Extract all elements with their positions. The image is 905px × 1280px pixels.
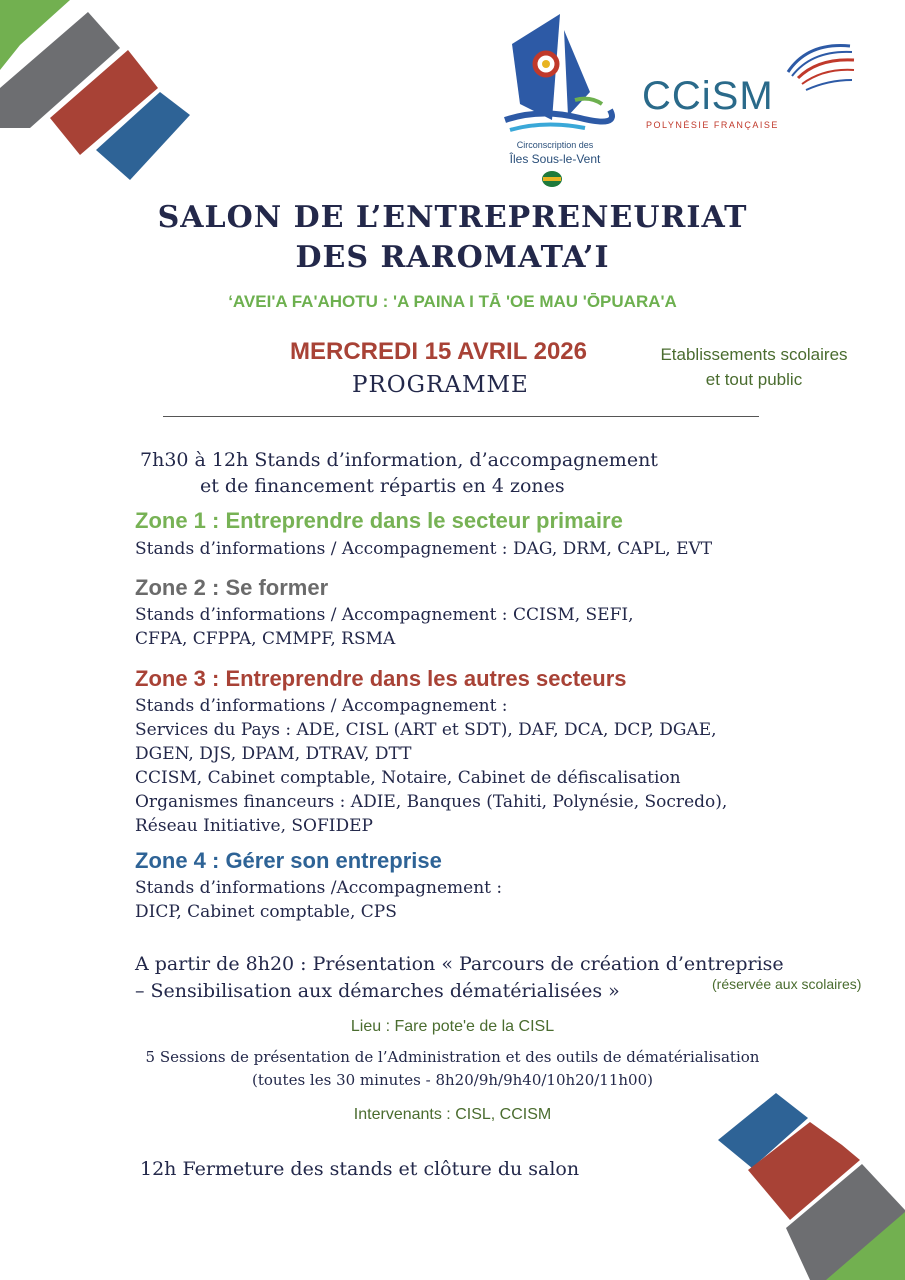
intro-line1: 7h30 à 12h Stands d’information, d’accompagnement — [140, 449, 658, 471]
audience-line2: et tout public — [705, 370, 803, 389]
emblem-icon — [541, 170, 563, 188]
lieu: Lieu : Fare pote'e de la CISL — [350, 1018, 555, 1035]
title-line2: DES RAROMATA’I — [295, 240, 610, 275]
circonscription-line2: Îles Sous-le-Vent — [509, 152, 601, 166]
circonscription-line1: Circonscription des — [516, 140, 594, 150]
zone2-line1: Stands d’informations / Accompagnement : CCISM, SEFI, — [135, 605, 634, 625]
sailboat-icon — [490, 12, 620, 142]
zone3-title: Zone 3 : Entreprendre dans les autres secteurs — [135, 666, 627, 691]
ccism-logo — [640, 36, 865, 136]
zone3-line3: DGEN, DJS, DPAM, DTRAV, DTT — [135, 744, 412, 764]
zone1-title: Zone 1 : Entreprendre dans le secteur primaire — [135, 508, 623, 533]
presentation-note: (réservée aux scolaires) — [712, 976, 862, 992]
subtitle: ‘AVEI'A FA'AHOTU : 'A PAINA I TĀ 'OE MAU 'ŌPUARA'A — [228, 292, 677, 311]
ccism-name: CCiSM — [642, 74, 774, 118]
event-date: MERCREDI 15 AVRIL 2026 — [290, 338, 587, 365]
circonscription-logo — [490, 12, 620, 192]
zone3-line2: Services du Pays : ADE, CISL (ART et SDT), DAF, DCA, DCP, DGAE, — [135, 720, 717, 740]
intervenants: Intervenants : CISL, CCISM — [353, 1106, 552, 1123]
zone1-line1: Stands d’informations / Accompagnement : DAG, DRM, CAPL, EVT — [135, 539, 713, 559]
zone4-title: Zone 4 : Gérer son entreprise — [135, 848, 442, 873]
zone3-line1: Stands d’informations / Accompagnement : — [135, 696, 508, 716]
sessions-line2: (toutes les 30 minutes - 8h20/9h/9h40/10h20/11h00) — [251, 1071, 653, 1089]
sessions-line1: 5 Sessions de présentation de l’Administration et des outils de dématérialisation — [145, 1048, 760, 1066]
zone3-line6: Réseau Initiative, SOFIDEP — [135, 816, 373, 836]
presentation-line1: A partir de 8h20 : Présentation « Parcours de création d’entreprise — [135, 953, 784, 975]
presentation-line2: – Sensibilisation aux démarches dématérialisées » — [135, 980, 620, 1002]
divider — [163, 416, 759, 417]
zone4-line2: DICP, Cabinet comptable, CPS — [135, 902, 397, 922]
zone2-title: Zone 2 : Se former — [135, 575, 329, 600]
closing: 12h Fermeture des stands et clôture du salon — [140, 1158, 580, 1180]
zone4-line1: Stands d’informations /Accompagnement : — [135, 878, 503, 898]
title-line1: SALON DE L’ENTREPRENEURIAT — [157, 200, 748, 235]
audience-line1: Etablissements scolaires — [660, 345, 848, 364]
zone3-line4: CCISM, Cabinet comptable, Notaire, Cabinet de défiscalisation — [135, 768, 681, 788]
programme-heading: PROGRAMME — [352, 372, 529, 398]
top-left-chevrons — [0, 0, 190, 180]
zone2-line2: CFPA, CFPPA, CMMPF, RSMA — [135, 629, 396, 649]
audience — [640, 342, 868, 392]
zone3-line5: Organismes financeurs : ADIE, Banques (Tahiti, Polynésie, Socredo), — [135, 792, 728, 812]
ccism-sub: POLYNÉSIE FRANÇAISE — [646, 120, 779, 130]
ccism-swoosh-icon — [768, 36, 858, 106]
intro-line2: et de financement répartis en 4 zones — [200, 475, 565, 497]
